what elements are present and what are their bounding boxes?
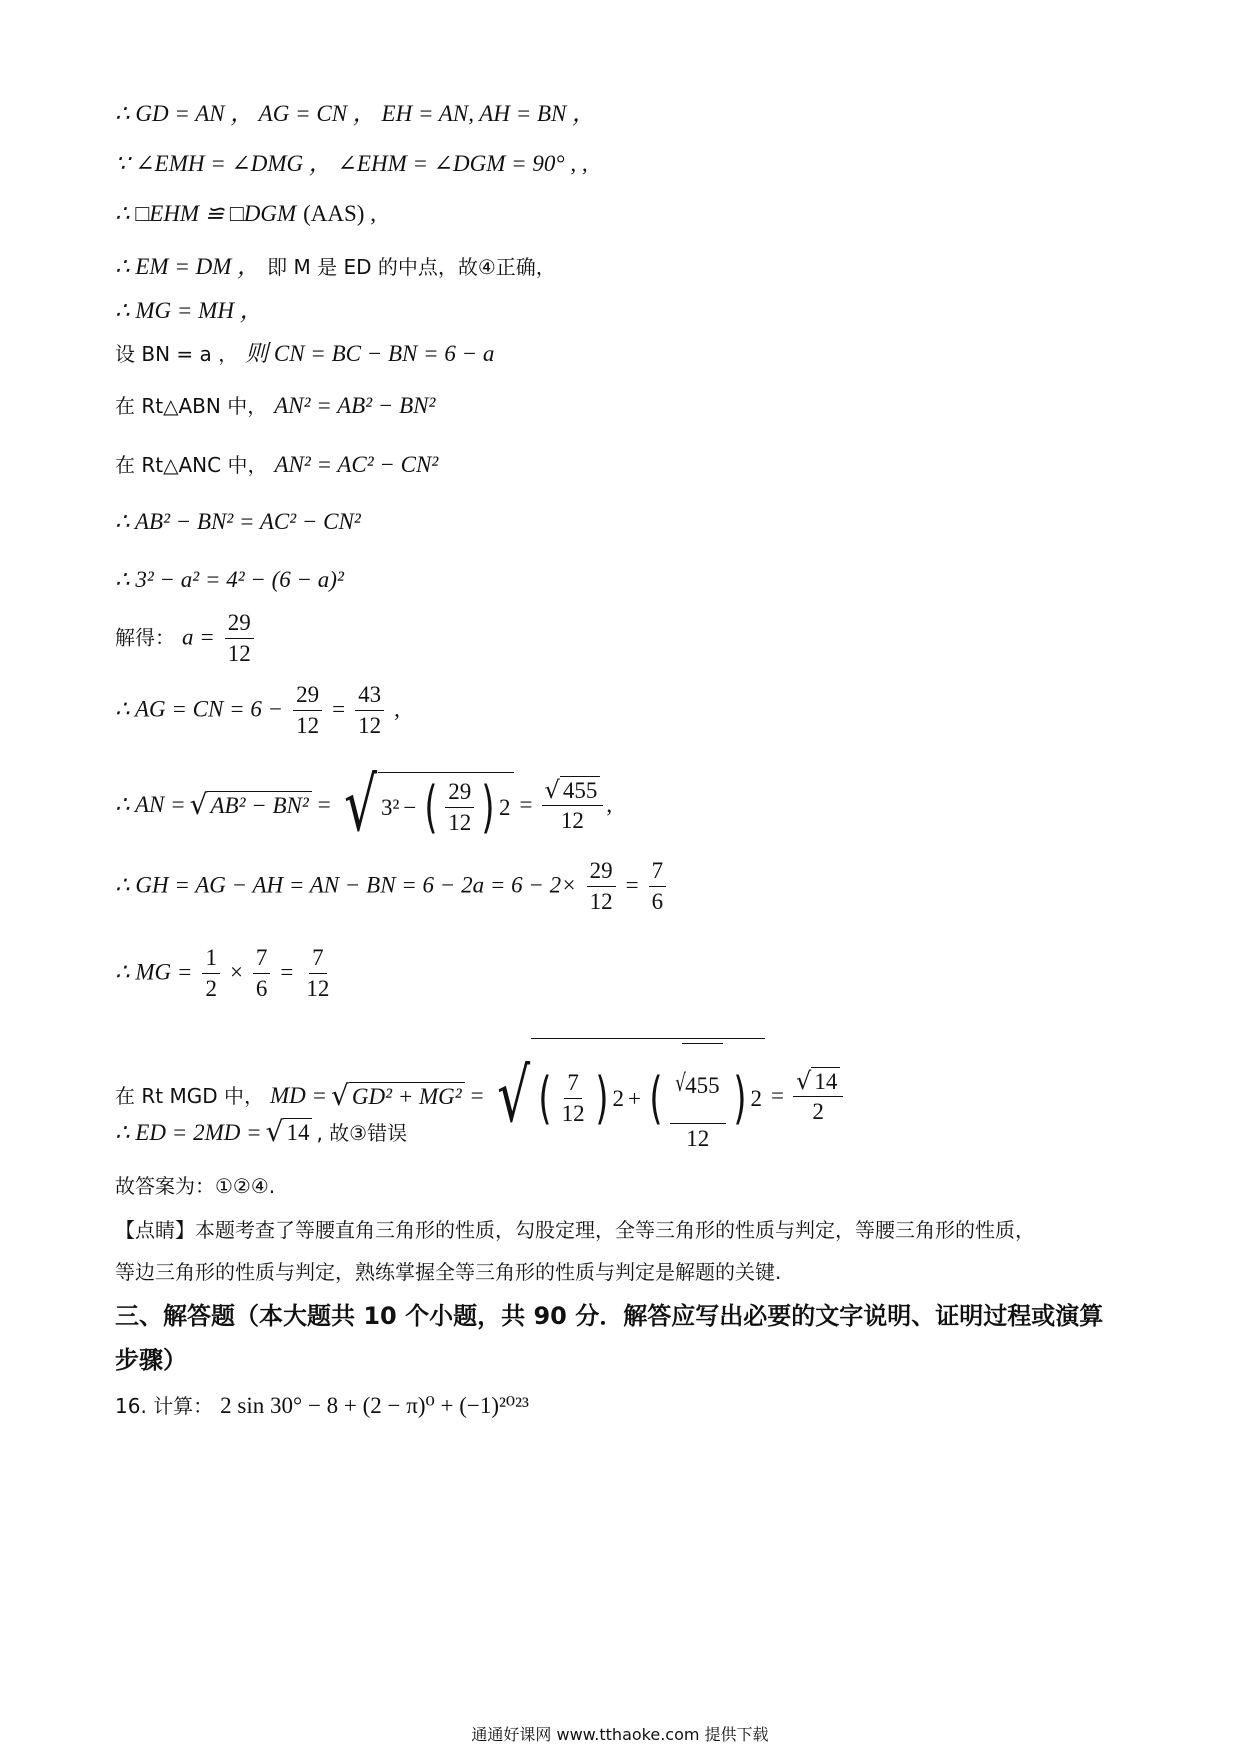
fraction-sqrt455-12	[670, 1043, 726, 1154]
solution-line-17	[115, 1115, 408, 1148]
solution-line-7	[115, 392, 435, 421]
section-heading-continued: 步骤）	[115, 1346, 187, 1374]
right-paren: )	[595, 1065, 609, 1131]
fraction-denominator: 12	[686, 1126, 710, 1151]
radicand: 455	[682, 1043, 723, 1123]
in-right-triangle-anc: 在 Rt△ANC 中，	[115, 453, 268, 477]
congruence-statement: ∴ □EHM ≌ □DGM	[115, 201, 297, 226]
fraction-43-12	[355, 680, 384, 741]
fraction-denominator: 12	[448, 810, 472, 835]
solution-line-8	[115, 451, 438, 480]
solution-line-4	[115, 253, 556, 282]
commentary-line-2: 等边三角形的性质与判定，熟练掌握全等三角形的性质与判定是解题的关键.	[115, 1260, 782, 1284]
fraction-29-12	[225, 608, 254, 669]
three-squared: 3²	[380, 794, 400, 820]
fraction-29-12	[293, 680, 322, 741]
let-bn-a: 设 BN = a ，	[115, 342, 239, 366]
fraction-numerator: 7	[309, 943, 327, 974]
radical-sign: √	[265, 1115, 284, 1148]
fraction-denominator: 6	[651, 889, 664, 914]
mg-equals: ∴ MG =	[115, 959, 193, 985]
fraction-numerator: 1	[202, 943, 220, 974]
radicand: ( $\frac{7}{12}$ ) 2 + ( √ 455 12 ) 2	[531, 1038, 765, 1154]
radicand: 455	[560, 776, 601, 805]
pythagoras-abn: AN² = AB² − BN²	[274, 393, 436, 418]
solution-line-1: ∴ GD = AN ， AG = CN ， EH = AN, AH = BN ，	[115, 101, 596, 126]
question-16	[115, 1392, 529, 1421]
radical-sign: √	[796, 1067, 812, 1096]
sqrt-gd-mg	[331, 1078, 465, 1112]
question-16-label: 16. 计算：	[115, 1394, 214, 1418]
fraction-denominator: 12	[306, 976, 330, 1001]
solution-line-12	[115, 680, 400, 741]
equals-sign: =	[519, 792, 533, 817]
solution-line-11	[115, 608, 257, 669]
solution-line-14	[115, 856, 669, 917]
solution-line-10: ∴ 3² − a² = 4² − (6 − a)²	[115, 567, 344, 592]
fraction-29-12	[445, 777, 474, 838]
commentary-line-1: 【点睛】本题考查了等腰直角三角形的性质，勾股定理，全等三角形的性质与判定，等腰三角形的性质，	[115, 1218, 1035, 1242]
pythagoras-anc: AN² = AC² − CN²	[274, 452, 439, 477]
fraction-denominator: 12	[589, 889, 613, 914]
left-paren: (	[424, 774, 438, 840]
fraction-sqrt455-12	[542, 774, 604, 836]
fraction-7-12	[559, 1068, 588, 1129]
fraction-numerator: 7	[253, 943, 271, 974]
right-paren: )	[733, 1065, 747, 1131]
radical-sign: √	[544, 776, 560, 805]
solution-line-6	[115, 340, 494, 369]
radical-sign: √	[675, 1069, 686, 1097]
solution-line-15	[115, 943, 335, 1004]
fraction-denominator: 2	[205, 976, 217, 1001]
equals-sign: =	[771, 1083, 785, 1108]
radicand: GD² + MG²	[349, 1082, 465, 1111]
fraction-7-6	[253, 943, 271, 1004]
right-paren: )	[481, 774, 495, 840]
radical-sign: √	[343, 762, 377, 848]
times-sign: ×	[229, 959, 243, 985]
solve-label: 解得：	[115, 625, 175, 650]
fraction-numerator: 29	[293, 680, 322, 711]
equals-sign: =	[317, 792, 331, 817]
fraction-numerator: 43	[355, 680, 384, 711]
fraction-numerator	[670, 1043, 726, 1124]
comma: ,	[606, 792, 613, 817]
final-answer: 故答案为：①②④.	[115, 1174, 276, 1198]
radical-sign: √	[331, 1078, 349, 1112]
minus-sign: −	[403, 794, 417, 820]
in-right-triangle-abn: 在 Rt△ABN 中，	[115, 394, 268, 418]
fraction-29-12	[587, 856, 616, 917]
solution-line-3	[115, 200, 376, 229]
fraction-sqrt14-2	[793, 1065, 843, 1127]
fraction-numerator: 29	[587, 856, 616, 887]
equals-sign: =	[280, 959, 294, 985]
a-equals: a =	[182, 624, 215, 650]
fraction-denominator: 12	[227, 641, 251, 666]
ed-equals: ∴ ED = 2MD =	[115, 1119, 262, 1145]
em-equals-dm: ∴ EM = DM ，	[115, 254, 261, 279]
fraction-denominator: 12	[560, 808, 584, 834]
fraction-7-6	[649, 856, 667, 917]
equals-sign: =	[332, 696, 346, 722]
solution-line-13	[115, 762, 613, 848]
statement-3-wrong: , 故③错误	[316, 1120, 408, 1145]
congruence-reason: (AAS) ,	[303, 201, 376, 226]
sqrt-sum-of-squares	[490, 1038, 765, 1154]
footer-watermark: 通通好课网 www.tthaoke.com 提供下载	[471, 1725, 769, 1744]
in-right-triangle-mgd: 在 Rt MGD 中，	[115, 1084, 264, 1108]
fraction-denominator: 6	[255, 976, 268, 1001]
fraction-denominator: 12	[358, 713, 382, 738]
radicand: 14	[811, 1067, 840, 1096]
gh-expression: ∴ GH = AG − AH = AN − BN = 6 − 2a = 6 − 2×	[115, 872, 577, 898]
solution-line-9: ∴ AB² − BN² = AC² − CN²	[115, 509, 361, 534]
midpoint-conclusion: 即 M 是 ED 的中点，故④正确，	[267, 255, 556, 279]
fraction-denominator: 12	[561, 1101, 585, 1126]
fraction-7-12	[303, 943, 332, 1004]
sqrt-ab-bn	[189, 787, 312, 821]
equals-sign: =	[625, 872, 639, 898]
cn-expression: 则 CN = BC − BN = 6 − a	[245, 341, 495, 366]
fraction-denominator: 2	[812, 1099, 824, 1125]
plus-sign: +	[628, 1085, 642, 1111]
fraction-1-2	[202, 943, 220, 1004]
radical-sign: √	[496, 1053, 530, 1139]
md-equals: MD =	[269, 1083, 328, 1108]
sqrt-three-sq-minus-frac	[337, 762, 514, 848]
fraction-numerator: 29	[225, 608, 254, 639]
left-paren: (	[649, 1065, 663, 1131]
fraction-numerator	[793, 1065, 843, 1097]
fraction-numerator: 29	[445, 777, 474, 808]
sqrt-14	[265, 1115, 313, 1148]
radicand: 14	[283, 1118, 312, 1147]
ag-cn-expression: ∴ AG = CN = 6 −	[115, 696, 284, 722]
section-heading: 三、解答题（本大题共 10 个小题，共 90 分．解答应写出必要的文字说明、证明过程或演算	[115, 1302, 1104, 1330]
fraction-numerator: 7	[564, 1068, 582, 1099]
equals-sign: =	[470, 1083, 484, 1108]
an-equals: ∴ AN =	[115, 792, 186, 817]
fraction-numerator: 7	[649, 856, 667, 887]
left-paren: (	[538, 1065, 552, 1131]
radical-sign: √	[189, 787, 208, 821]
fraction-denominator: 12	[296, 713, 320, 738]
radicand: 3² − ( $\frac{29}{12}$ ) 2	[378, 772, 514, 838]
comma: ,	[394, 696, 400, 722]
solution-line-5: ∴ MG = MH ，	[115, 298, 263, 323]
question-16-expression: 2 sin 30° − 8 + (2 − π)⁰ + (−1)²⁰²³	[220, 1393, 529, 1418]
fraction-numerator	[542, 774, 604, 806]
solution-line-2: ∵ ∠EMH = ∠DMG ， ∠EHM = ∠DGM = 90° , ,	[115, 151, 588, 176]
radicand: AB² − BN²	[207, 791, 311, 820]
